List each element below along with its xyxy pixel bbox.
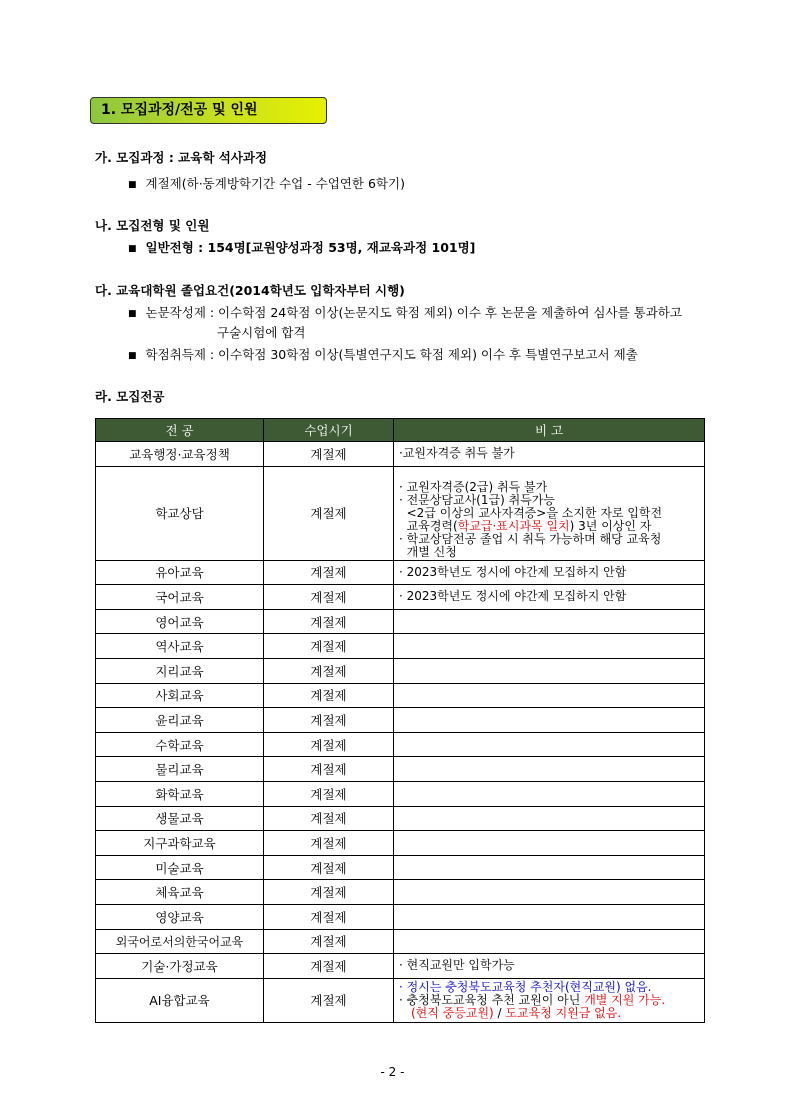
table-row (96, 806, 705, 831)
note-line: · 학교상담전공 졸업 시 취득 가능하며 해당 교육청 (399, 531, 662, 546)
note-line (399, 520, 704, 533)
major-cell: 영어교육 (96, 609, 264, 634)
note-cell (394, 806, 705, 831)
table-row (96, 757, 705, 782)
heading-da: 다. 교육대학원 졸업요건(2014학년도 입학자부터 시행) (95, 283, 405, 298)
table-row (96, 732, 705, 757)
bullet-ga (128, 174, 405, 192)
note-line: 개별 신청 (399, 544, 457, 559)
major-cell: 영양교육 (96, 904, 264, 929)
note-cell (394, 855, 705, 880)
note-cell (394, 708, 705, 733)
note-highlight: (현직 중등교원) (411, 1005, 494, 1020)
time-cell: 계절제 (264, 831, 394, 856)
note-cell (394, 781, 705, 806)
major-cell: 외국어로서의한국어교육 (96, 929, 264, 954)
note-highlight: 도교육청 지원금 없음. (505, 1005, 622, 1020)
major-cell: 유아교육 (96, 560, 264, 585)
major-cell: 국어교육 (96, 585, 264, 610)
time-cell: 계절제 (264, 683, 394, 708)
note-highlight: 학교급·표시과목 일치 (457, 518, 570, 533)
note-line: <2급 이상의 교사자격증>을 소지한 자로 입학전 (399, 505, 663, 520)
major-cell: 생물교육 (96, 806, 264, 831)
note-cell (394, 831, 705, 856)
note-line: · 교원자격증(2급) 취득 불가 (399, 479, 548, 494)
major-cell: 기술·가정교육 (96, 954, 264, 979)
time-cell: 계절제 (264, 609, 394, 634)
heading-ga: 가. 모집과정 : 교육학 석사과정 (95, 150, 268, 165)
major-cell: 수학교육 (96, 732, 264, 757)
bullet-na-text: 일반전형 : 154명[교원양성과정 53명, 재교육과정 101명] (145, 240, 476, 255)
bullet-da-1 (128, 303, 682, 321)
table-row (96, 609, 705, 634)
note-cell (394, 609, 705, 634)
table-row (96, 585, 705, 610)
table-row (96, 442, 705, 467)
note-text: / (493, 1005, 506, 1020)
note-cell (394, 904, 705, 929)
note-cell (394, 880, 705, 905)
table-row (96, 466, 705, 560)
time-cell: 계절제 (264, 904, 394, 929)
table-row (96, 904, 705, 929)
table-row (96, 978, 705, 1022)
page-number: - 2 - (380, 1065, 405, 1079)
header-note: 비 고 (394, 419, 705, 442)
table-header-row (96, 419, 705, 442)
time-cell: 계절제 (264, 658, 394, 683)
time-cell: 계절제 (264, 806, 394, 831)
time-cell: 계절제 (264, 466, 394, 560)
major-cell: 윤리교육 (96, 708, 264, 733)
table-row (96, 634, 705, 659)
bullet-na (128, 238, 475, 256)
table-row (96, 683, 705, 708)
note-cell (394, 634, 705, 659)
major-cell: AI융합교육 (96, 978, 264, 1022)
note-cell: · 2023학년도 정시에 야간제 모집하지 안함 (394, 585, 705, 610)
note-text: 교육경력( (399, 518, 458, 533)
bullet-da-1-cont: 구술시험에 합격 (217, 325, 306, 340)
time-cell: 계절제 (264, 560, 394, 585)
time-cell: 계절제 (264, 708, 394, 733)
time-cell: 계절제 (264, 929, 394, 954)
time-cell: 계절제 (264, 634, 394, 659)
table-row (96, 831, 705, 856)
square-bullet-icon: ■ (128, 351, 137, 361)
table-row (96, 855, 705, 880)
time-cell: 계절제 (264, 757, 394, 782)
major-cell: 지구과학교육 (96, 831, 264, 856)
header-major: 전 공 (96, 419, 264, 442)
major-cell: 체육교육 (96, 880, 264, 905)
square-bullet-icon: ■ (128, 244, 137, 254)
note-cell (394, 683, 705, 708)
time-cell: 계절제 (264, 781, 394, 806)
time-cell: 계절제 (264, 732, 394, 757)
note-cell (394, 658, 705, 683)
time-cell: 계절제 (264, 855, 394, 880)
time-cell: 계절제 (264, 585, 394, 610)
table-row (96, 781, 705, 806)
bullet-da-2 (128, 345, 638, 363)
major-cell: 화학교육 (96, 781, 264, 806)
header-time: 수업시기 (264, 419, 394, 442)
majors-table (95, 418, 705, 1023)
heading-na: 나. 모집전형 및 인원 (95, 218, 210, 233)
note-cell (394, 757, 705, 782)
note-cell: ·교원자격증 취득 불가 (394, 442, 705, 467)
section-title: 1. 모집과정/전공 및 인원 (90, 97, 327, 124)
major-cell: 교육행정·교육정책 (96, 442, 264, 467)
table-row (96, 560, 705, 585)
note-cell (394, 929, 705, 954)
note-text: ) 3년 이상인 자 (569, 518, 652, 533)
note-cell (394, 978, 705, 1022)
heading-ra: 라. 모집전공 (95, 389, 165, 404)
major-cell: 지리교육 (96, 658, 264, 683)
note-cell: · 2023학년도 정시에 야간제 모집하지 안함 (394, 560, 705, 585)
table-row (96, 954, 705, 979)
square-bullet-icon: ■ (128, 180, 137, 190)
time-cell: 계절제 (264, 880, 394, 905)
square-bullet-icon: ■ (128, 309, 137, 319)
table-row (96, 880, 705, 905)
bullet-ga-text: 계절제(하·동계방학기간 수업 - 수업연한 6학기) (145, 176, 405, 191)
time-cell: 계절제 (264, 954, 394, 979)
note-line: · 전문상담교사(1급) 취득가능 (399, 492, 555, 507)
note-cell: · 현직교원만 입학가능 (394, 954, 705, 979)
bullet-da-1-text: 논문작성제 : 이수학점 24학점 이상(논문지도 학점 제외) 이수 후 논문을 제출하여 심사를 통과하고 (145, 305, 682, 320)
note-line (399, 1007, 704, 1020)
table-row (96, 929, 705, 954)
table-row (96, 708, 705, 733)
time-cell: 계절제 (264, 978, 394, 1022)
table-row (96, 658, 705, 683)
note-text: · 충청북도교육청 추천 교원이 아닌 (399, 992, 585, 1007)
note-cell (394, 466, 705, 560)
note-line: · 정시는 충청북도교육청 추천자(현직교원) 없음. (399, 979, 652, 994)
major-cell: 학교상담 (96, 466, 264, 560)
major-cell: 미술교육 (96, 855, 264, 880)
note-cell (394, 732, 705, 757)
major-cell: 역사교육 (96, 634, 264, 659)
bullet-da-2-text: 학점취득제 : 이수학점 30학점 이상(특별연구지도 학점 제외) 이수 후 특별연구보고서 제출 (145, 347, 638, 362)
time-cell: 계절제 (264, 442, 394, 467)
major-cell: 사회교육 (96, 683, 264, 708)
note-highlight: 개별 지원 가능. (584, 992, 666, 1007)
major-cell: 물리교육 (96, 757, 264, 782)
